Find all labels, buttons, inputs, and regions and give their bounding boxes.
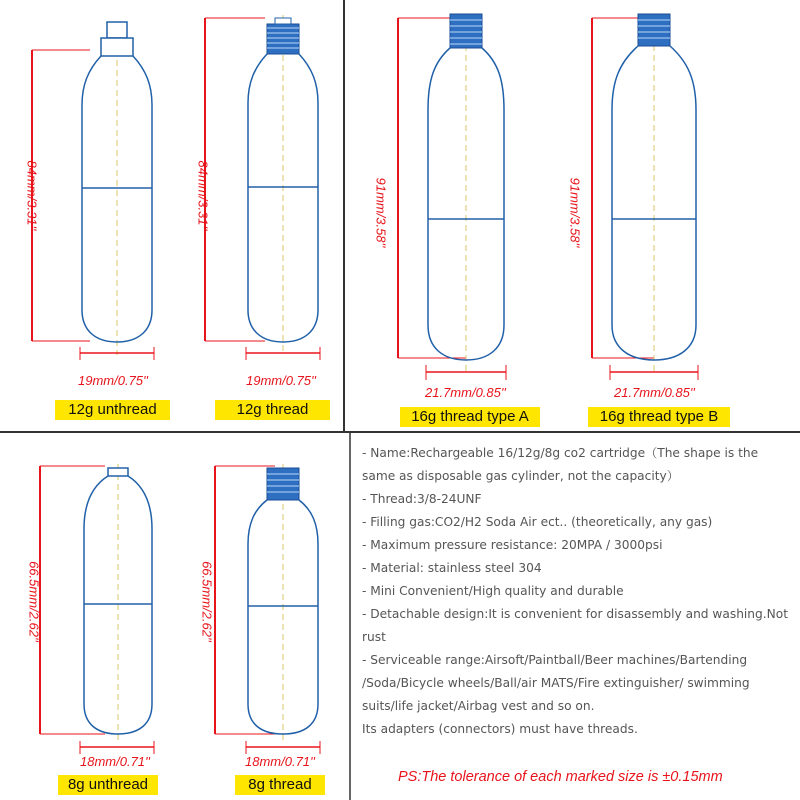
spec-filling-gas: - Filling gas:CO2/H2 Soda Air ect.. (theoretically, any gas) (362, 515, 713, 529)
cartridge-8g-thread (190, 434, 350, 800)
spec-quality: - Mini Convenient/High quality and durable (362, 584, 624, 598)
tolerance-note: PS:The tolerance of each marked size is ±0.15mm (398, 769, 723, 785)
width-dimension-label: 18mm/0.71'' (245, 754, 315, 769)
height-dimension-label: 84mm/3.31'' (195, 160, 211, 231)
spec-name: - Name:Rechargeable 16/12g/8g co2 cartridge（The shape is the same as disposable gas cylinder, not the capacity） (362, 446, 759, 483)
spec-thread: - Thread:3/8-24UNF (362, 492, 482, 506)
spec-adapters: Its adapters (connectors) must have threads. (362, 722, 638, 736)
width-dimension-label: 21.7mm/0.85'' (425, 385, 506, 400)
spec-material: - Material: stainless steel 304 (362, 561, 542, 575)
cartridge-name-label: 12g unthread (55, 400, 170, 420)
width-dimension-label: 18mm/0.71'' (80, 754, 150, 769)
height-dimension-label: 91mm/3.58'' (567, 177, 583, 248)
height-dimension-label: 91mm/3.58'' (373, 177, 389, 248)
cartridge-8g-unthread (0, 434, 200, 800)
threaded-neck-icon (638, 14, 670, 46)
threaded-neck-icon (267, 468, 299, 500)
cartridge-name-label: 16g thread type A (400, 407, 540, 427)
cartridge-name-label: 8g thread (235, 775, 325, 795)
width-dimension-label: 19mm/0.75'' (78, 373, 148, 388)
spec-pressure: - Maximum pressure resistance: 20MPA / 3000psi (362, 538, 663, 552)
plain-neck-icon (101, 22, 133, 56)
height-dimension-label: 66.5mm/2.62'' (199, 561, 215, 642)
cartridge-name-label: 8g unthread (58, 775, 158, 795)
spec-detachable: - Detachable design:It is convenient for disassembly and washing.Not rust (362, 607, 788, 644)
height-dimension-label: 84mm/3.31'' (24, 160, 40, 231)
width-dimension-label: 21.7mm/0.85'' (614, 385, 695, 400)
cartridge-12g-thread (170, 0, 345, 430)
spec-serviceable-range: - Serviceable range:Airsoft/Paintball/Beer machines/Bartending /Soda/Bicycle wheels/Ball/air MATS/Fire extinguisher/ swimming suits/life jacket/Airbag vest and so on. (362, 653, 750, 713)
cylinder-drawing (556, 0, 796, 430)
height-dimension-label: 66.5mm/2.62'' (26, 561, 42, 642)
specifications-list (362, 442, 792, 741)
cartridge-16g-thread-type-a (346, 0, 556, 430)
cartridge-16g-thread-type-b (556, 0, 796, 430)
cartridge-name-label: 12g thread (215, 400, 330, 420)
threaded-neck-icon (267, 18, 299, 54)
plain-neck-icon (108, 468, 128, 476)
width-dimension-label: 19mm/0.75'' (246, 373, 316, 388)
cartridge-name-label: 16g thread type B (588, 407, 730, 427)
threaded-neck-icon (450, 14, 482, 48)
